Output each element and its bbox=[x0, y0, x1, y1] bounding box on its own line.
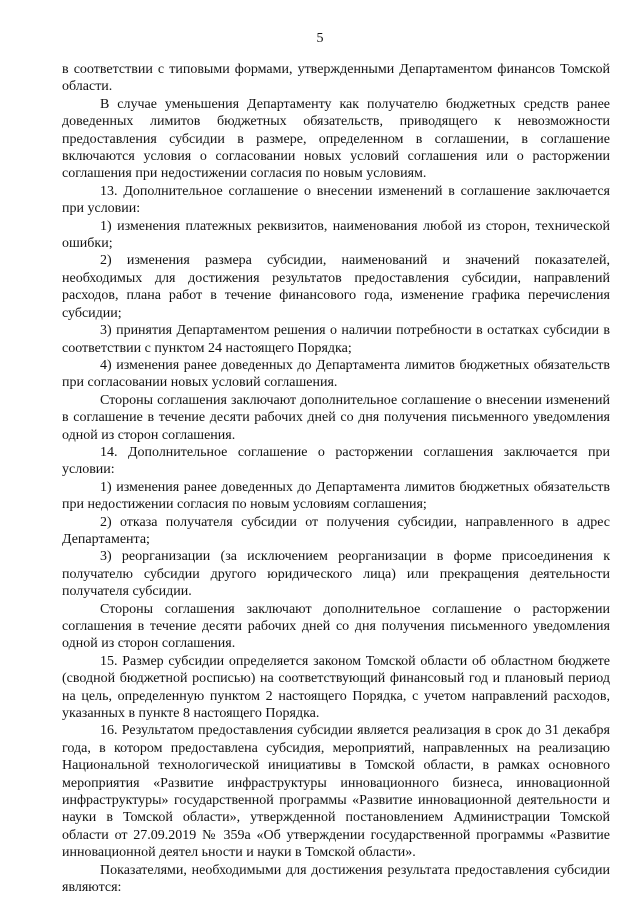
clause-14-parties-note: Стороны соглашения заключают дополнительное соглашение о расторжении соглашения в течение десяти рабочих дней со дня получения письменного уведомления одной из сторон соглашения. bbox=[62, 601, 610, 652]
clause-13-item-4: 4) изменения ранее доведенных до Департамента лимитов бюджетных обязательств при согласовании новых условий соглашения. bbox=[62, 357, 610, 391]
document-body bbox=[62, 61, 610, 897]
clause-14: 14. Дополнительное соглашение о расторжении соглашения заключается при условии: bbox=[62, 444, 610, 478]
clause-13-item-3: 3) принятия Департаментом решения о наличии потребности в остатках субсидии в соответствии с пунктом 24 настоящего Порядка; bbox=[62, 323, 610, 356]
clause-13-item-1: 1) изменения платежных реквизитов, наименования любой из сторон, технической ошибки; bbox=[62, 218, 610, 252]
clause-14-item-2: 2) отказа получателя субсидии от получения субсидии, направленного в адрес Департамента; bbox=[62, 514, 610, 547]
clause-13: 13. Дополнительное соглашение о внесении изменений в соглашение заключается при условии: bbox=[62, 183, 610, 217]
clause-15: 15. Размер субсидии определяется законом Томской области об областном бюджете (сводной бюджетной росписью) на соответствующий финансовый год и плановый период на цель, определенную пунктом 2 настоящего Порядка, с учетом направлений расходов, указанных в пункте 8 настоящего Порядка. bbox=[62, 653, 610, 722]
page-number: 5 bbox=[316, 31, 324, 46]
clause-13-item-2: 2) изменения размера субсидии, наименований и значений показателей, необходимых для достижения результатов предоставления субсидии, направлений расходов, плана работ в течение финансового года, изменение графика перечисления субсидии; bbox=[62, 253, 610, 321]
clause-14-item-3: 3) реорганизации (за исключением реорганизации в форме присоединения к получателю субсидии другого юридического лица) или прекращения деятельности получателя субсидии. bbox=[62, 549, 610, 600]
paragraph-limit-reduction: В случае уменьшения Департаменту как получателю бюджетных средств ранее доведенных лимитов бюджетных обязательств, приводящего к невозможности предоставления субсидии в размере, определенном в соглашении, в соглашение включаются условия о согласовании новых условий соглашения или о расторжении соглашения при недостижении согласия по новым условиям. bbox=[62, 96, 610, 182]
paragraph-continuation: в соответствии с типовыми формами, утвержденными Департаментом финансов Томской области. bbox=[62, 62, 610, 95]
clause-14-item-1: 1) изменения ранее доведенных до Департамента лимитов бюджетных обязательств при недостижении согласия по новым условиям соглашения; bbox=[62, 479, 610, 513]
clause-13-parties-note: Стороны соглашения заключают дополнительное соглашение о внесении изменений в соглашение в течение десяти рабочих дней со дня получения письменного уведомления одной из сторон соглашения. bbox=[62, 392, 610, 443]
clause-16: 16. Результатом предоставления субсидии является реализация в срок до 31 декабря года, в котором предоставлена субсидия, мероприятий, направленных на реализацию Национальной технологической инициативы в Томской области, в рамках основного мероприятия «Развитие инфраструктуры инновационного бизнеса, инновационной инфраструктуры» государственной программы «Развитие инновационной деятельности и науки в Томской области», утвержденной постановлением Администрации Томской области от 27.09.2019 № 359а «Об утверждении государственной программы «Развитие инновационной деятел ьности и науки в Томской области». bbox=[62, 723, 610, 861]
indicators-intro: Показателями, необходимыми для достижения результата предоставления субсидии являются: bbox=[62, 862, 610, 896]
